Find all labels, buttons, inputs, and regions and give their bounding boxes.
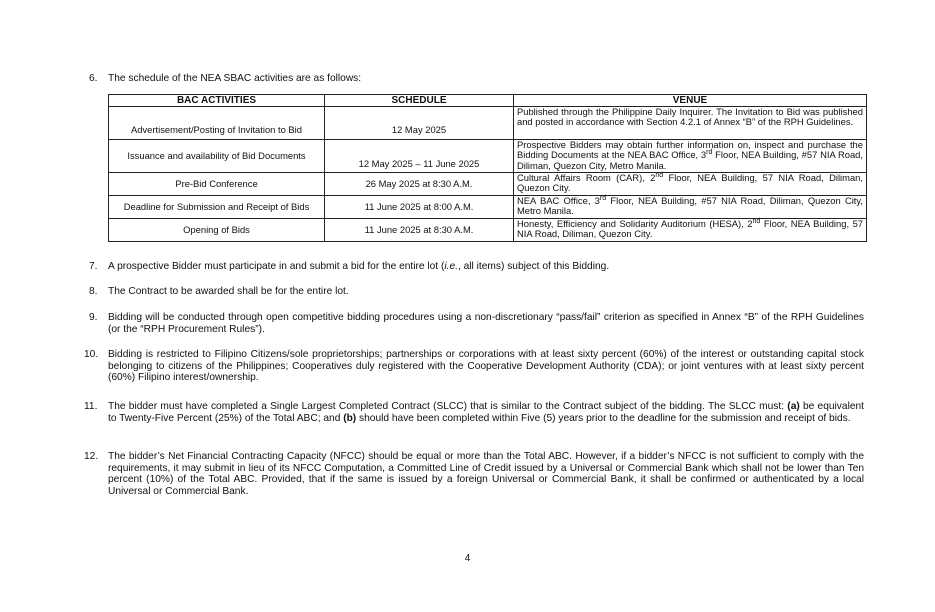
superscript: nd xyxy=(655,171,664,179)
item-text xyxy=(108,401,864,424)
item-number: 10. xyxy=(84,349,99,360)
item-text: The schedule of the NEA SBAC activities are as follows: xyxy=(108,73,362,84)
item-number: 6. xyxy=(89,73,98,84)
venue-cell: Published through the Philippine Daily Inquirer. The Invitation to Bid was published and posted in accordance with Section 4.2.1 of Annex “B” of the RPH Guidelines. xyxy=(514,107,867,140)
table-row xyxy=(109,140,867,173)
item-7 xyxy=(89,261,864,273)
item-number: 8. xyxy=(89,286,98,297)
venue-text: NEA BAC Office, 3 xyxy=(517,195,600,206)
activity-cell: Deadline for Submission and Receipt of Bids xyxy=(109,196,325,219)
schedule-table xyxy=(108,94,867,242)
item-6 xyxy=(89,73,864,85)
venue-text: Floor, NEA Building, #57 NIA Road, Diliman, Quezon City, Metro Manila. xyxy=(517,195,863,217)
header-schedule: SCHEDULE xyxy=(325,95,514,107)
table-row xyxy=(109,219,867,242)
activity-cell: Pre-Bid Conference xyxy=(109,173,325,196)
header-bac-activities: BAC ACTIVITIES xyxy=(109,95,325,107)
item-10 xyxy=(84,349,864,384)
schedule-cell: 11 June 2025 at 8:00 A.M. xyxy=(325,196,514,219)
item-8 xyxy=(89,286,864,298)
table-header-row xyxy=(109,95,867,107)
item-number: 12. xyxy=(84,451,99,462)
activity-cell: Opening of Bids xyxy=(109,219,325,242)
venue-cell xyxy=(514,140,867,173)
venue-text: Prospective Bidders may obtain further information on, inspect and purchase the Bidding Documents at the NEA BAC Office, 3 xyxy=(517,139,863,161)
bold-text: (a) xyxy=(787,401,800,412)
item-number: 9. xyxy=(89,312,98,323)
item-number: 11. xyxy=(84,401,98,412)
item-text xyxy=(108,261,864,273)
item-text: The Contract to be awarded shall be for the entire lot. xyxy=(108,286,349,297)
venue-text: Cultural Affairs Room (CAR), 2 xyxy=(517,172,656,183)
superscript: rd xyxy=(599,194,607,202)
item-9 xyxy=(89,312,864,335)
text-run: should have been completed within Five (5) years prior to the deadline for the submission and receipt of bids. xyxy=(356,412,851,424)
item-12 xyxy=(84,451,864,497)
venue-cell xyxy=(514,196,867,219)
text-run: be equivalent to Twenty-Five Percent (25%) of the Total ABC; and xyxy=(108,401,864,424)
activity-cell: Issuance and availability of Bid Documents xyxy=(109,140,325,173)
superscript: rd xyxy=(706,149,713,157)
venue-cell xyxy=(514,219,867,242)
item-11 xyxy=(84,401,864,424)
schedule-cell: 11 June 2025 at 8:30 A.M. xyxy=(325,219,514,242)
schedule-cell: 26 May 2025 at 8:30 A.M. xyxy=(325,173,514,196)
venue-text: Honesty, Efficiency and Solidarity Auditorium (HESA), 2 xyxy=(517,218,753,229)
item-text: Bidding is restricted to Filipino Citizens/sole proprietorships; partnerships or corporations with at least sixty percent (60%) of the interest or outstanding capital stock belonging to citizens of the Philippines; Cooperatives duly registered with the Cooperative Development Authority (CDA); or joint ventures with at least sixty percent (60%) Filipino interest/ownership. xyxy=(108,349,864,384)
text-run: A prospective Bidder must participate in and submit a bid for the entire lot ( xyxy=(108,261,445,272)
item-text: Bidding will be conducted through open competitive bidding procedures using a non-discretionary “pass/fail” criterion as specified in Annex “B” of the RPH Guidelines (or the “RPH Procurement Rules”). xyxy=(108,312,864,335)
table-row xyxy=(109,173,867,196)
activity-cell: Advertisement/Posting of Invitation to Bid xyxy=(109,107,325,140)
header-venue: VENUE xyxy=(514,95,867,107)
venue-text: Floor, NEA Building, 57 NIA Road, Diliman, Quezon City. xyxy=(517,172,863,194)
item-text: The bidder’s Net Financial Contracting Capacity (NFCC) should be equal or more than the Total ABC. However, if a bidder’s NFCC is not sufficient to comply with the requirements, it may submit in lieu of its NFCC Computation, a Committed Line of Credit issued by a Universal or Commercial Bank which shall not be lower than Ten percent (10%) of the Total ABC. Provided, that if the same is issued by a foreign Universal or Commercial Bank, it shall be confirmed or authenticated by a local Universal or Commercial Bank. xyxy=(108,451,864,497)
item-number: 7. xyxy=(89,261,98,272)
italic-text: i.e. xyxy=(444,261,458,272)
superscript: nd xyxy=(752,217,761,225)
table-row xyxy=(109,196,867,219)
bold-text: (b) xyxy=(343,412,357,424)
venue-cell xyxy=(514,173,867,196)
venue-text: Floor, NEA Building, 57 NIA Road, Diliman, Quezon City. xyxy=(517,218,863,240)
schedule-cell: 12 May 2025 xyxy=(325,107,514,140)
text-run: , all items) subject of this Bidding. xyxy=(457,261,610,272)
venue-text: Floor, NEA Building, #57 NIA Road, Diliman, Quezon City, Metro Manila. xyxy=(517,149,863,171)
page-number: 4 xyxy=(464,553,471,564)
schedule-cell: 12 May 2025 – 11 June 2025 xyxy=(325,140,514,173)
text-run: The bidder must have completed a Single Largest Completed Contract (SLCC) that is similar to the Contract subject of the bidding. The SLCC must: xyxy=(108,401,788,412)
table-row xyxy=(109,107,867,140)
